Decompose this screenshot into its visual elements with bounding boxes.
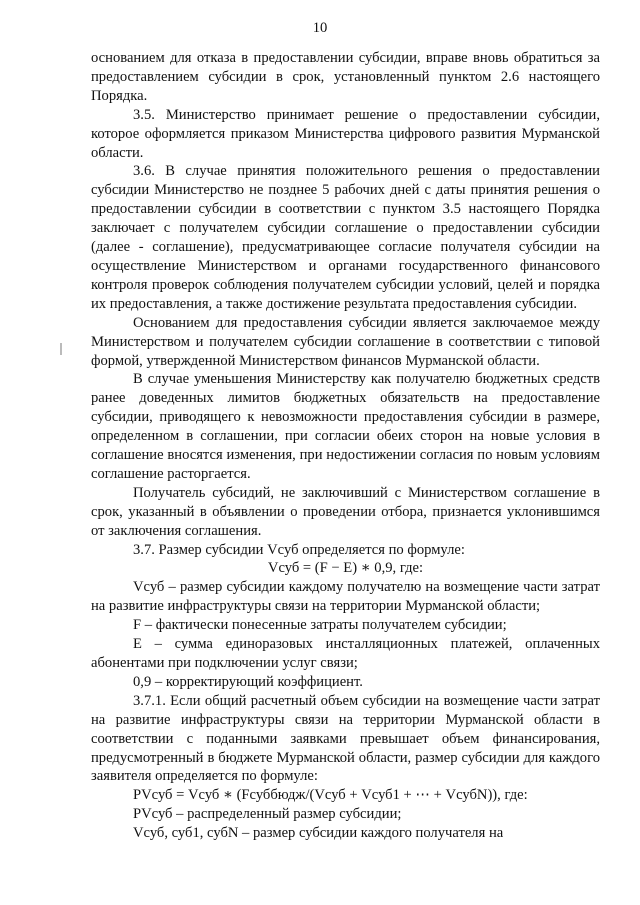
paragraph-limits-reduction: В случае уменьшения Министерству как получателю бюджетных средств ранее доведенных лимитов бюджетных обязательств на предоставление субсидии, приводящего к невозможности предоставления субсидии в размере, определенном в соглашении, при согласии обеих сторон на новые условия в соглашение вносятся изменения, при недостижении согласия по новым условиям соглашение расторгается. (91, 371, 600, 482)
definition-pvsub: PVсуб – распределенный размер субсидии; (133, 806, 402, 823)
paragraph-3-7: 3.7. Размер субсидии Vсуб определяется по формуле: (133, 541, 465, 558)
paragraph-3-6: 3.6. В случае принятия положительного решения о предоставлении субсидии Министерство не позднее 5 рабочих дней с даты принятия решения о предоставлении субсидии в соответствии с пунктом 3.5 настоящего Порядка заключает с получателем субсидии соглашение о предоставлении субсидии (далее - соглашение), предусматривающее согласие получателя субсидии на осуществление Министерством и органами государственного финансового контроля проверок соблюдения получателем субсидии условий, целей и порядка их предоставления, а также достижение результата предоставления субсидии. (91, 163, 600, 312)
paragraph-3-7-1: 3.7.1. Если общий расчетный объем субсидии на возмещение части затрат на развитие инфраструктуры связи на территории Мурманской области в соответствии с поданными заявками превышает объем финансирования, предусмотренный в бюджете Мурманской области, размер субсидии для каждого заявителя определяется по формуле: (91, 692, 600, 785)
definition-vsub-n: Vсуб, суб1, субN – размер субсидии каждого получателя на (133, 825, 504, 842)
paragraph-continuation: основанием для отказа в предоставлении субсидии, вправе вновь обратиться за предоставлением субсидии в срок, установленный пунктом 2.6 настоящего Порядка. (91, 50, 600, 104)
paragraph-3-5: 3.5. Министерство принимает решение о предоставлении субсидии, которое оформляется приказом Министерства цифрового развития Мурманской области. (91, 106, 600, 161)
definition-f: F – фактически понесенные затраты получателем субсидии; (133, 617, 507, 634)
definition-vsub: Vсуб – размер субсидии каждому получателю на возмещение части затрат на развитие инфраструктуры связи на территории Мурманской области; (91, 579, 600, 615)
page-number: 10 (312, 20, 328, 36)
formula-pvsub: PVсуб = Vсуб ∗ (Fсуббюдж/(Vсуб + Vсуб1 + ⋯ + VсубN)), где: (133, 787, 528, 804)
margin-mark (60, 343, 62, 355)
definition-e: E – сумма единоразовых инсталляционных платежей, оплаченных абонентами при подключении услуг связи; (91, 636, 600, 671)
document-body (91, 49, 600, 843)
definition-coefficient: 0,9 – корректирующий коэффициент. (133, 673, 363, 690)
paragraph-agreement-basis: Основанием для предоставления субсидии является заключаемое между Министерством и получателем субсидии соглашение в соответствии с типовой формой, утвержденной Министерством финансов Мурманской области. (91, 314, 600, 369)
formula-vsub: Vсуб = (F − E) ∗ 0,9, где: (267, 560, 424, 577)
paragraph-evasion: Получатель субсидий, не заключивший с Министерством соглашение в срок, указанный в объявлении о проведении отбора, признается уклонившимся от заключения соглашения. (91, 484, 600, 539)
